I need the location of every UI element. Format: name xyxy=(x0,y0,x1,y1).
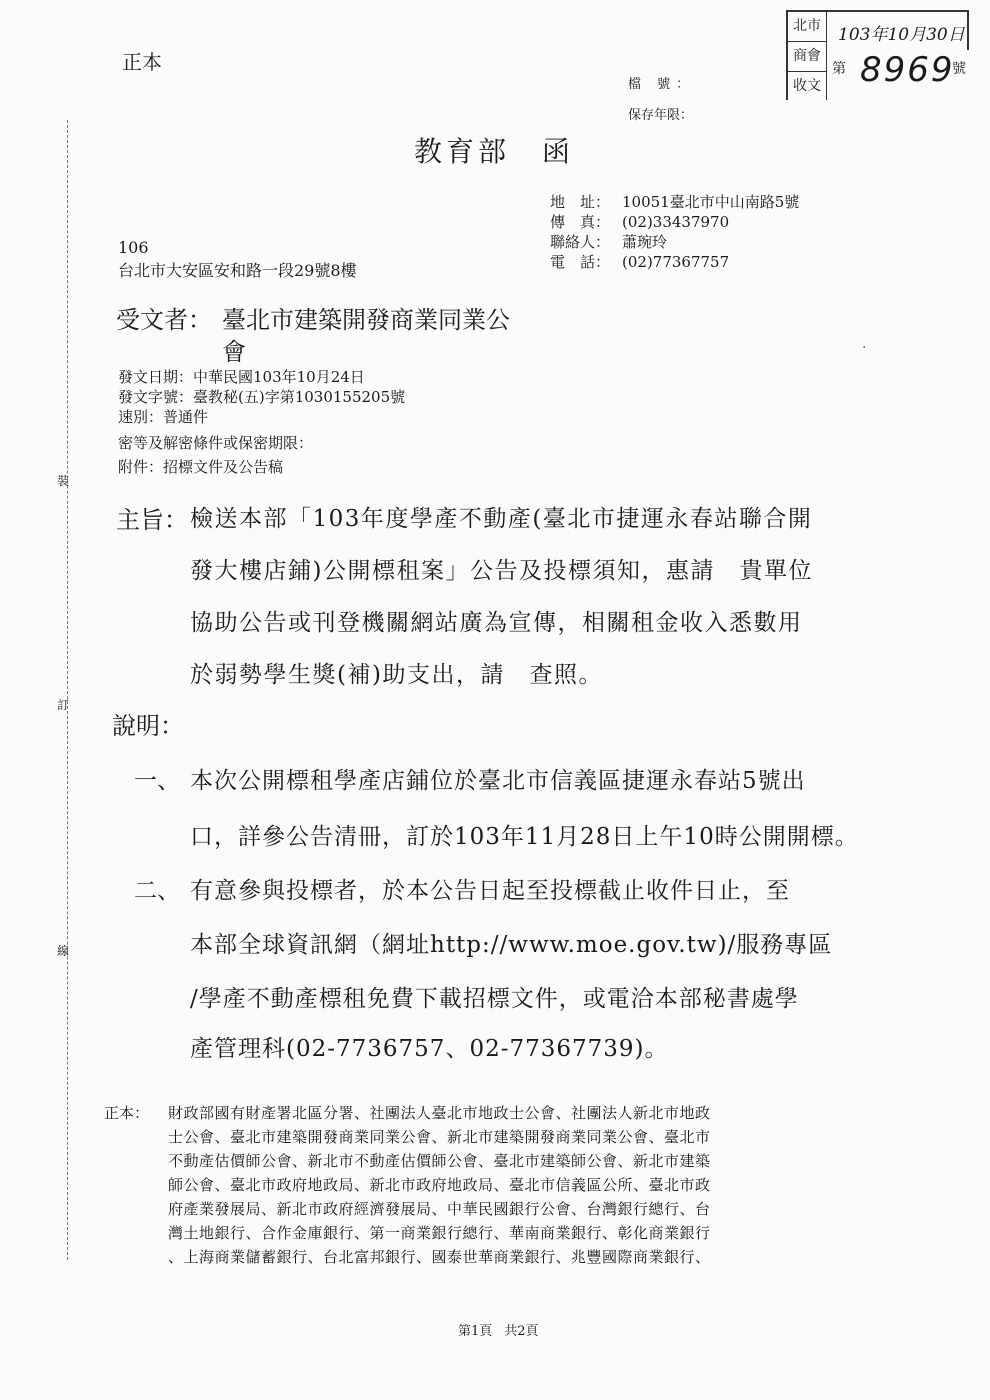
sender-contact-row xyxy=(550,231,667,252)
retention-label: 保存年限： xyxy=(628,108,694,123)
sender-fax: (02)33437970 xyxy=(622,213,730,231)
file-number-label: 檔 號： xyxy=(628,77,696,92)
subject-line: 於弱勢學生獎(補)助支出，請 查照。 xyxy=(190,662,603,688)
distribution-line: 府產業發展局、新北市政府經濟發展局、中華民國銀行公會、台灣銀行總行、台 xyxy=(168,1200,711,1218)
recipient-address: 台北市大安區安和路一段29號8樓 xyxy=(118,261,357,280)
stamp-number: 8969 xyxy=(860,50,955,90)
sender-address-label: 地 址： xyxy=(550,193,611,211)
recipient-label: 受文者： xyxy=(116,306,212,334)
scan-speck: · xyxy=(862,340,867,356)
priority: 速別：普通件 xyxy=(118,408,209,426)
gutter-mark: 裝 xyxy=(57,474,70,488)
item-line: 本部全球資訊網（網址http://www.moe.gov.tw)/服務專區 xyxy=(190,932,833,958)
recipient-zip: 106 xyxy=(118,238,149,257)
distribution-line: 不動產估價師公會、新北市不動產估價師公會、臺北市建築師公會、新北市建築 xyxy=(168,1152,711,1170)
item-number: 二、 xyxy=(134,878,180,904)
subject-line: 檢送本部「103年度學產不動產(臺北市捷運永春站聯合開 xyxy=(190,506,813,532)
subject-line: 發大樓店鋪)公開標租案」公告及投標須知，惠請 貴單位 xyxy=(190,558,813,584)
subject-line: 協助公告或刊登機關網站廣為宣傳，相關租金收入悉數用 xyxy=(190,610,803,636)
stamp-edge xyxy=(955,10,969,50)
item-line: 有意參與投標者，於本公告日起至投標截止收件日止，至 xyxy=(190,878,790,904)
sender-phone-label: 電 話： xyxy=(550,253,611,271)
item-line: 口，詳參公告清冊，訂於103年11月28日上午10時公開開標。 xyxy=(190,824,859,850)
page-number: 第1頁 xyxy=(458,1324,493,1339)
sender-address-row xyxy=(550,191,799,212)
sender-phone: (02)77367757 xyxy=(622,253,730,271)
recipient-name-cont: 會 xyxy=(222,338,246,366)
item-number: 一、 xyxy=(134,768,180,794)
copy-label: 正本 xyxy=(122,50,162,74)
sender-phone-row xyxy=(550,251,729,272)
stamp-cell: 北市 xyxy=(788,12,826,42)
document-title: 教育部 函 xyxy=(414,135,575,168)
page-total: 共2頁 xyxy=(504,1324,539,1339)
sender-fax-label: 傳 真： xyxy=(550,213,611,231)
distribution-line: 師公會、臺北市政府地政局、新北市政府地政局、臺北市信義區公所、臺北市政 xyxy=(168,1176,711,1194)
receipt-stamp xyxy=(786,10,968,100)
distribution-line: 灣土地銀行、合作金庫銀行、第一商業銀行總行、華南商業銀行、彰化商業銀行 xyxy=(168,1224,711,1242)
issue-date: 發文日期：中華民國103年10月24日 xyxy=(118,368,365,386)
stamp-date: 103年10月30日 xyxy=(838,25,965,45)
item-line: 本次公開標租學產店鋪位於臺北市信義區捷運永春站5號出 xyxy=(190,768,806,794)
description-label: 說明： xyxy=(112,712,184,740)
sender-address: 10051臺北市中山南路5號 xyxy=(622,193,800,211)
binding-line xyxy=(67,120,68,1260)
stamp-cell: 收文 xyxy=(793,78,821,94)
gutter-mark: 訂 xyxy=(57,698,70,712)
stamp-number-prefix: 第 xyxy=(832,61,846,77)
item-line: 產管理科(02-7736757、02-77367739)。 xyxy=(190,1036,669,1062)
confidentiality: 密等及解密條件或保密期限： xyxy=(118,434,314,452)
reference-number: 發文字號：臺教秘(五)字第1030155205號 xyxy=(118,388,406,406)
distribution-line: 財政部國有財產署北區分署、社團法人臺北市地政士公會、社團法人新北市地政 xyxy=(168,1104,711,1122)
subject-label: 主旨： xyxy=(116,506,188,534)
gutter-mark: 線 xyxy=(57,944,70,958)
distribution-line: 士公會、臺北市建築開發商業同業公會、新北市建築開發商業同業公會、臺北市 xyxy=(168,1128,711,1146)
page-footer xyxy=(458,1320,551,1339)
stamp-left-column xyxy=(788,12,827,100)
attachment: 附件：招標文件及公告稿 xyxy=(118,458,284,476)
sender-fax-row xyxy=(550,211,729,232)
stamp-number-suffix: 號 xyxy=(952,61,966,77)
stamp-cell: 商會 xyxy=(788,42,826,72)
recipient-name: 臺北市建築開發商業同業公 xyxy=(222,306,510,334)
item-line: /學產不動產標租免費下載招標文件，或電洽本部秘書處學 xyxy=(190,986,799,1012)
sender-contact-label: 聯絡人： xyxy=(550,233,611,251)
distribution-label: 正本： xyxy=(104,1104,150,1122)
distribution-line: 、上海商業儲蓄銀行、台北富邦銀行、國泰世華商業銀行、兆豐國際商業銀行、 xyxy=(168,1248,711,1266)
sender-contact: 蕭琬玲 xyxy=(622,233,668,251)
